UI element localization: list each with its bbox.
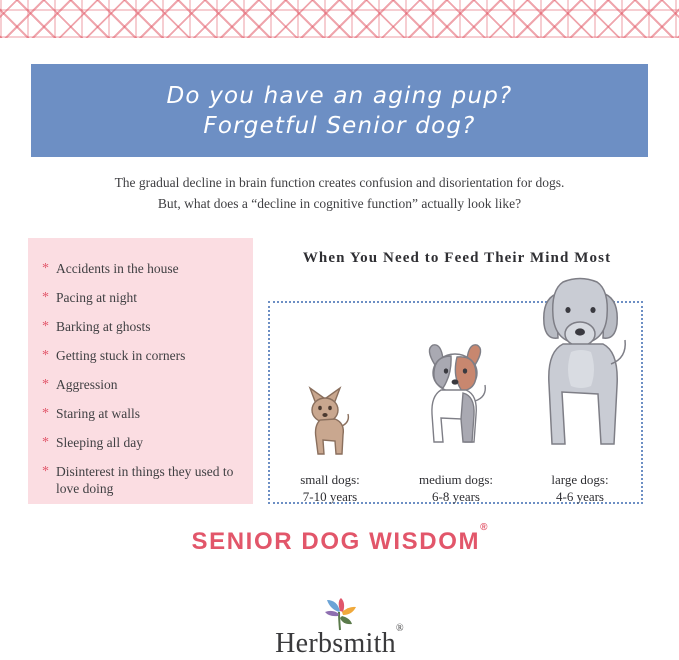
dog-sizes-row bbox=[268, 275, 643, 505]
list-item bbox=[42, 260, 239, 277]
logo bbox=[0, 598, 679, 660]
headline-banner bbox=[31, 64, 648, 157]
logo-wordmark bbox=[0, 622, 679, 660]
brand-tagline bbox=[0, 522, 679, 556]
list-item bbox=[42, 376, 239, 393]
dog-caption-small bbox=[270, 467, 390, 505]
list-item bbox=[42, 463, 239, 497]
subcopy bbox=[31, 172, 648, 214]
small-dog-illustration bbox=[270, 382, 390, 467]
herbsmith-flower-icon bbox=[311, 598, 369, 632]
headline-line-1: Do you have an aging pup? bbox=[166, 82, 513, 109]
medium-dog-illustration bbox=[396, 337, 516, 467]
list-item-label: Pacing at night bbox=[56, 290, 137, 305]
list-item-label: Getting stuck in corners bbox=[56, 348, 186, 363]
dog-size-label-large: large dogs: bbox=[551, 472, 609, 487]
list-item bbox=[42, 434, 239, 451]
feed-section-heading: When You Need to Feed Their Mind Most bbox=[302, 250, 612, 266]
asterisk-bullet-icon: * bbox=[42, 319, 49, 334]
list-item-label: Barking at ghosts bbox=[56, 319, 151, 334]
registered-mark: ® bbox=[480, 522, 488, 533]
asterisk-bullet-icon: * bbox=[42, 348, 49, 363]
dog-years-medium: 6-8 years bbox=[431, 489, 480, 504]
logo-registered-mark: ® bbox=[396, 622, 404, 634]
subcopy-line-2: But, what does a “decline in cognitive function” actually look like? bbox=[157, 196, 522, 211]
asterisk-bullet-icon: * bbox=[42, 435, 49, 450]
asterisk-bullet-icon: * bbox=[42, 290, 49, 305]
dog-size-label-medium: medium dogs: bbox=[418, 472, 494, 487]
asterisk-bullet-icon: * bbox=[42, 261, 49, 276]
asterisk-bullet-icon: * bbox=[42, 464, 49, 479]
brand-tagline-text: SENIOR DOG WISDOM bbox=[191, 528, 481, 555]
list-item-label: Disinterest in things they used to love doing bbox=[56, 464, 234, 496]
dog-size-label-small: small dogs: bbox=[300, 472, 360, 487]
list-item bbox=[42, 289, 239, 306]
symptom-list-panel bbox=[28, 238, 253, 504]
dog-column-medium bbox=[396, 337, 516, 505]
large-dog-illustration bbox=[520, 272, 640, 467]
asterisk-bullet-icon: * bbox=[42, 406, 49, 421]
dog-years-small: 7-10 years bbox=[302, 489, 358, 504]
headline-line-2: Forgetful Senior dog? bbox=[203, 112, 476, 139]
list-item-label: Sleeping all day bbox=[56, 435, 143, 450]
list-item-label: Accidents in the house bbox=[56, 261, 179, 276]
dog-column-small bbox=[270, 382, 390, 505]
list-item bbox=[42, 405, 239, 422]
logo-wordmark-text: Herbsmith bbox=[275, 628, 396, 659]
dog-caption-large bbox=[520, 467, 640, 505]
list-item bbox=[42, 347, 239, 364]
dog-column-large bbox=[520, 272, 640, 505]
list-item-label: Aggression bbox=[56, 377, 118, 392]
dog-years-large: 4-6 years bbox=[555, 489, 604, 504]
dog-caption-medium bbox=[396, 467, 516, 505]
list-item-label: Staring at walls bbox=[56, 406, 140, 421]
asterisk-bullet-icon: * bbox=[42, 377, 49, 392]
subcopy-line-1: The gradual decline in brain function creates confusion and disorientation for dogs. bbox=[114, 175, 565, 190]
decorative-pattern-band bbox=[0, 0, 679, 38]
list-item bbox=[42, 318, 239, 335]
